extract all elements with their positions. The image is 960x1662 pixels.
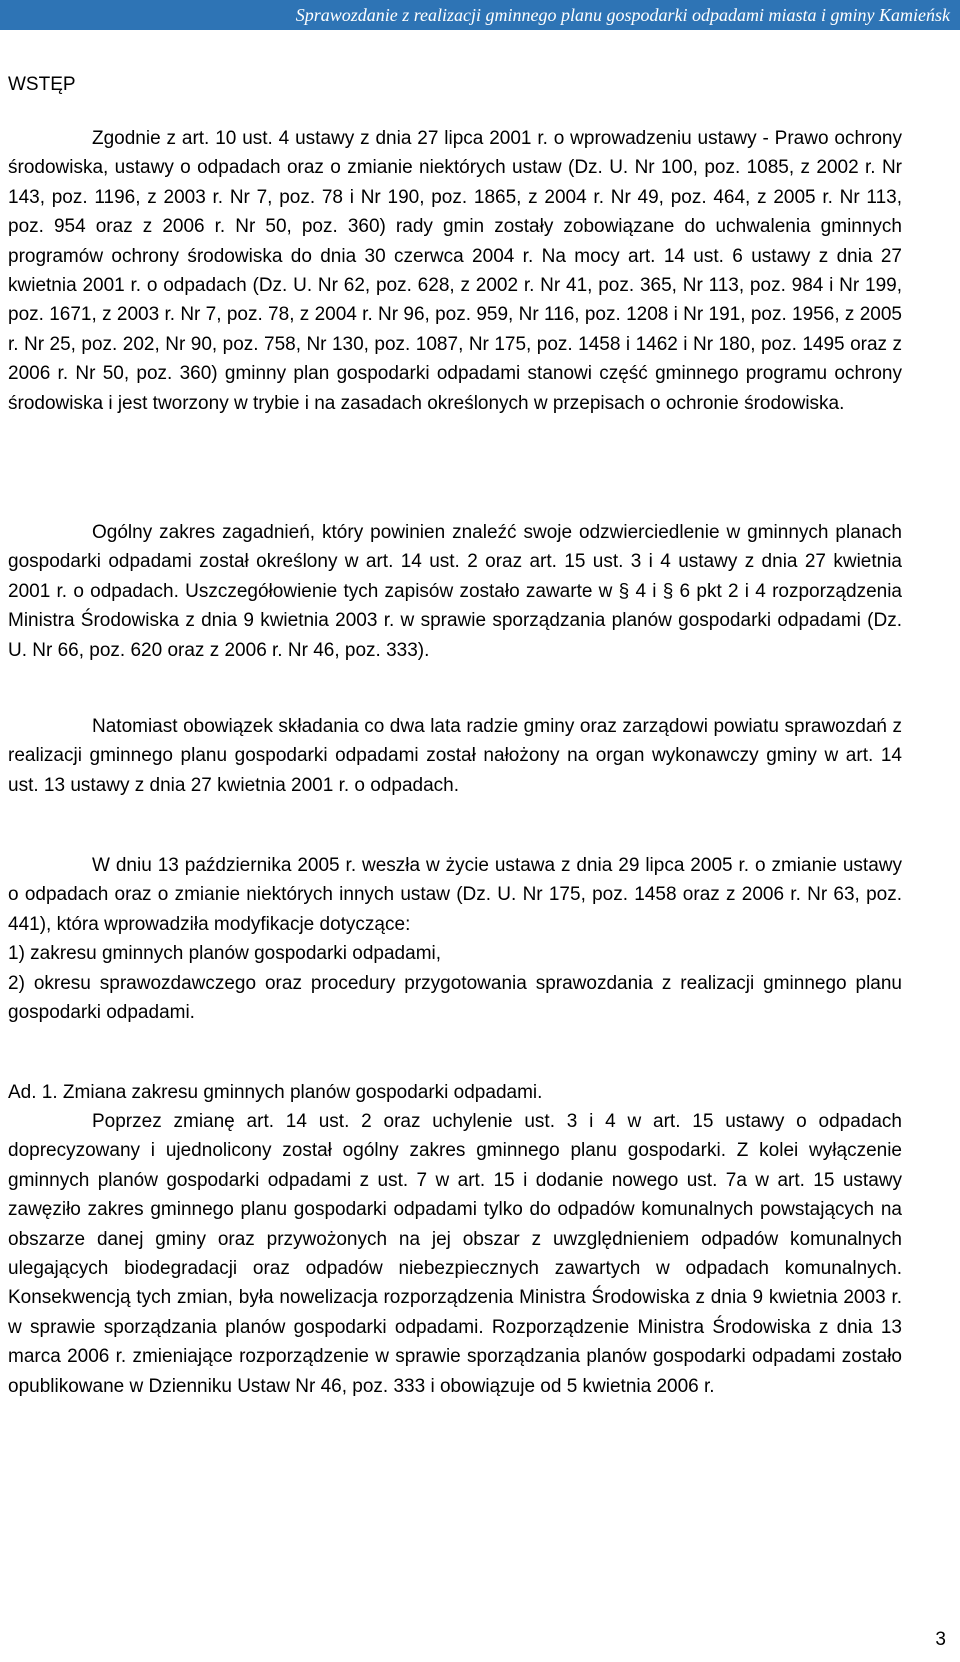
amendment-paragraph: [8, 851, 902, 1027]
running-header: [0, 0, 960, 30]
scope-paragraph: [8, 518, 902, 665]
ad1-paragraph: [8, 1107, 902, 1401]
amendment-list-item-1: 1) zakresu gminnych planów gospodarki odpadami,: [8, 943, 442, 965]
reporting-paragraph: [8, 712, 902, 800]
intro-paragraph-text: Zgodnie z art. 10 ust. 4 ustawy z dnia 27 lipca 2001 r. o wprowadzeniu ustawy - Prawo ochrony środowiska, ustawy o odpadach oraz o zmianie niektórych ustaw (Dz. U. Nr 100, poz. 1085, z 2002 r. Nr 143, poz. 1196, z 2003 r. Nr 7, poz. 78 i Nr 190, poz. 1865, z 2004 r. Nr 49, poz. 464, z 2005 r. Nr 113, poz. 954 oraz z 2006 r. Nr 50, poz. 360) rady gmin zostały zobowiązane do uchwalenia gminnych programów ochrony środowiska do dnia 30 czerwca 2004 r. Na mocy art. 14 ust. 6 ustawy z dnia 27 kwietnia 2001 r. o odpadach (Dz. U. Nr 62, poz. 628, z 2002 r. Nr 41, poz. 365, Nr 113, poz. 984 i Nr 199, poz. 1671, z 2003 r. Nr 7, poz. 78, z 2004 r. Nr 96, poz. 959, Nr 116, poz. 1208 i Nr 191, poz. 1956, z 2005 r. Nr 25, poz. 202, Nr 90, poz. 758, Nr 130, poz. 1087, Nr 175, poz. 1458 i 1462 i Nr 180, poz. 1495 oraz z 2006 r. Nr 50, poz. 360) gminny plan gospodarki odpadami stanowi część gminnego programu ochrony środowiska i jest tworzony w trybie i na zasadach określonych w przepisach o ochronie środowiska.: [8, 128, 902, 414]
scope-paragraph-text: Ogólny zakres zagadnień, który powinien znaleźć swoje odzwierciedlenie w gminnych planach gospodarki odpadami został określony w art. 14 ust. 2 oraz art. 15 ust. 3 i 4 ustawy z dnia 27 kwietnia 2001 r. o odpadach. Uszczegółowienie tych zapisów zostało zawarte w § 4 i § 6 pkt 2 i 4 rozporządzenia Ministra Środowiska z dnia 9 kwietnia 2003 r. w sprawie sporządzania planów gospodarki odpadami (Dz. U. Nr 66, poz. 620 oraz z 2006 r. Nr 46, poz. 333).: [8, 522, 902, 661]
section-title: WSTĘP: [8, 74, 76, 95]
ad1-title: Ad. 1. Zmiana zakresu gminnych planów gospodarki odpadami.: [8, 1082, 543, 1103]
ad1-paragraph-text: Poprzez zmianę art. 14 ust. 2 oraz uchylenie ust. 3 i 4 w art. 15 ustawy o odpadach doprecyzowany i ujednolicony został ogólny zakres gminnego planu gospodarki. Z kolei wyłączenie gminnych planów gospodarki odpadami z ust. 7 w art. 15 i dodanie nowego ust. 7a w art. 15 ustawy zawęziło zakres gminnego planu gospodarki odpadami tylko do odpadów komunalnych powstających na obszarze danej gminy oraz przywożonych na jej obszar z uwzględnieniem odpadów komunalnych ulegających biodegradacji oraz odpadów niebezpiecznych zawartych w odpadach komunalnych. Konsekwencją tych zmian, była nowelizacja rozporządzenia Ministra Środowiska z dnia 9 kwietnia 2003 r. w sprawie sporządzania planów gospodarki odpadami. Rozporządzenie Ministra Środowiska z dnia 13 marca 2006 r. zmieniające rozporządzenie w sprawie sporządzania planów gospodarki odpadami zostało opublikowane w Dzienniku Ustaw Nr 46, poz. 333 i obowiązuje od 5 kwietnia 2006 r.: [8, 1111, 902, 1397]
intro-paragraph: [8, 124, 902, 418]
running-header-title: Sprawozdanie z realizacji gminnego planu gospodarki odpadami miasta i gminy Kamieńsk: [295, 5, 950, 25]
reporting-paragraph-text: Natomiast obowiązek składania co dwa lata radzie gminy oraz zarządowi powiatu sprawozdań z realizacji gminnego planu gospodarki odpadami został nałożony na organ wykonawczy gminy w art. 14 ust. 13 ustawy z dnia 27 kwietnia 2001 r. o odpadach.: [8, 716, 902, 796]
amendment-list-item-2: 2) okresu sprawozdawczego oraz procedury przygotowania sprawozdania z realizacji gminnego planu gospodarki odpadami.: [8, 972, 902, 1024]
page-number: 3: [935, 1629, 946, 1650]
amendment-paragraph-text: W dniu 13 października 2005 r. weszła w życie ustawa z dnia 29 lipca 2005 r. o zmianie ustawy o odpadach oraz o zmianie niektórych innych ustaw (Dz. U. Nr 175, poz. 1458 oraz z 2006 r. Nr 63, poz. 441), która wprowadziła modyfikacje dotyczące:: [8, 855, 902, 935]
